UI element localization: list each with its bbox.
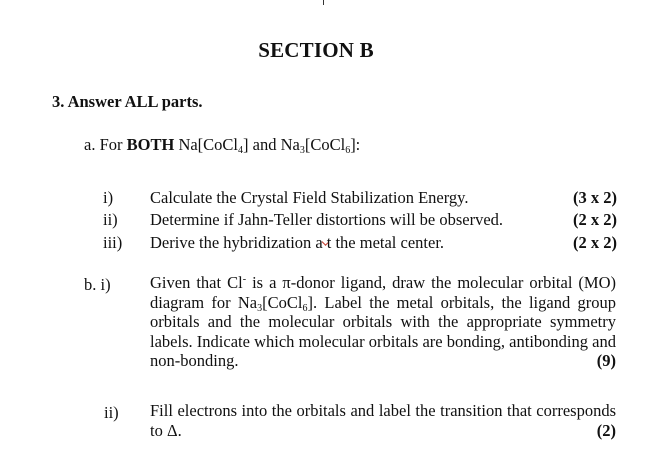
item-a-ii-text: Determine if Jahn-Teller distortions will be observed. xyxy=(150,210,504,229)
part-b-i-label: b. i) xyxy=(84,275,111,294)
part-a-heading xyxy=(84,135,360,155)
item-a-i-marks: (3 x 2) xyxy=(573,188,617,207)
item-a-i-text: Calculate the Crystal Field Stabilization Energy. xyxy=(150,188,469,207)
part-a-label: a. For xyxy=(84,135,123,154)
part-b-i-sub-1: 3 xyxy=(257,302,263,314)
page-edge-mark xyxy=(323,0,324,5)
part-b-i-text-4: ]. Label the metal orbitals, the ligand group orbitals and the molecular orbitals with the appropriate symmetry labels. Indicate which molecular orbitals are bonding, antibonding and non-bonding. xyxy=(150,292,616,370)
part-b-i-sup: - xyxy=(242,274,247,285)
part-b-i-marks: (9) xyxy=(596,351,616,370)
section-title: SECTION B xyxy=(258,38,374,62)
item-a-iii-text: Derive the hybridization a t the metal center. xyxy=(150,233,445,252)
question-heading: 3. Answer ALL parts. xyxy=(52,92,203,111)
part-b-ii-text: Fill electrons into the orbitals and label the transition that corresponds to Δ. xyxy=(150,401,616,440)
part-a-emphasis: BOTH xyxy=(126,135,175,154)
compound-2-sub-1: 3 xyxy=(299,145,305,156)
item-a-ii-marks: (2 x 2) xyxy=(573,210,617,229)
item-a-iii-text-before: Derive the hybridization a xyxy=(150,233,323,252)
and-text: ] and Na xyxy=(243,135,300,154)
part-b-i-paragraph xyxy=(150,273,616,371)
part-b-ii-paragraph xyxy=(150,401,616,440)
item-a-ii-number: ii) xyxy=(103,210,118,229)
part-a-tail: ]: xyxy=(350,135,361,154)
item-a-iii-marks: (2 x 2) xyxy=(573,233,617,252)
part-b-i-sub-2: 6 xyxy=(302,302,308,314)
compound-2-sub-2: 6 xyxy=(345,145,351,156)
compound-1: Na[CoCl xyxy=(178,135,239,154)
compound-1-sub: 4 xyxy=(238,145,244,156)
part-b-ii-label: ii) xyxy=(104,403,119,422)
part-b-i-text-1: Given that Cl xyxy=(150,273,243,292)
item-a-iii-number: iii) xyxy=(103,233,123,252)
part-b-i-text-2: is a π-donor ligand, draw the molecular orbital (MO) diagram for Na xyxy=(150,273,616,312)
item-a-i-number: i) xyxy=(103,188,114,207)
item-a-iii-text-after: the metal center. xyxy=(331,233,445,252)
part-b-i-text-3: [CoCl xyxy=(262,292,303,312)
part-b-ii-marks: (2) xyxy=(596,420,616,440)
compound-2: [CoCl xyxy=(304,135,346,154)
